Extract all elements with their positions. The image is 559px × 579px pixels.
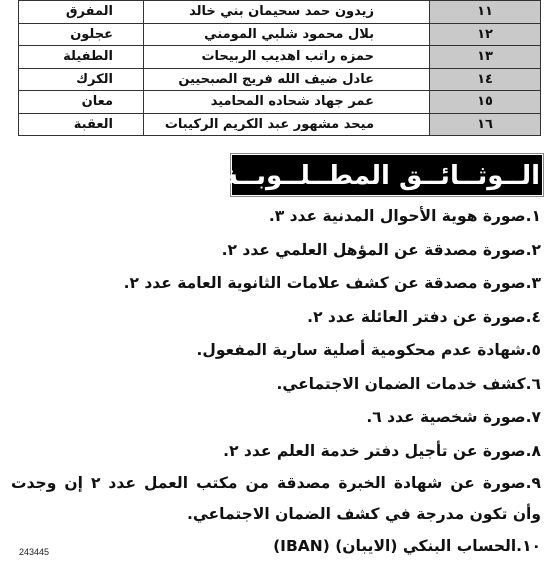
list-item: ٥.شهادة عدم محكومية أصلية سارية المفعول. [196,341,541,359]
documents-title: الــوثــائــق المطــلــوبــة الــتــالــيــة : [47,161,540,191]
table-row [19,46,541,69]
row-number: ١٥ [430,91,541,114]
row-name: عمر جهاد شحاده المحاميد [144,91,430,114]
table-row [19,23,541,46]
row-name: زيدون حمد سحيمان بني خالد [144,1,430,24]
table-row [19,91,541,114]
list-item: ٨.صورة عن تأجيل دفتر خدمة العلم عدد ٢. [223,441,541,460]
list-item: ٧.صورة شخصية عدد ٦. [366,408,541,426]
list-item: ٤.صورة عن دفتر العائلة عدد ٢. [307,307,541,326]
row-city: المفرق [19,1,144,24]
list-item: ٩.صورة عن شهادة الخبرة مصدقة من مكتب العمل عدد ٢ إن وجدت وأن تكون مدرجة في كشف الضمان الاجتماعي. [11,474,541,523]
table-row [19,1,541,24]
list-item: ٦.كشف خدمات الضمان الاجتماعي. [276,374,541,393]
row-city: معان [19,91,144,114]
row-name: حمزه راتب اهديب الربيحات [144,46,430,69]
documents-list [11,200,541,564]
documents-header [47,155,542,195]
row-number: ١٢ [430,23,541,46]
row-name: عادل ضيف الله فريج الصبحيين [144,68,430,91]
list-item: ١.صورة هوية الأحوال المدنية عدد ٣. [268,207,541,225]
list-item: ٣.صورة مصدقة عن كشف علامات الثانوية العامة عدد ٢. [123,274,541,292]
names-table [18,0,541,136]
list-item: ٢.صورة مصدقة عن المؤهل العلمي عدد ٢. [221,240,541,259]
table-row [19,68,541,91]
row-name: ميحد مشهور عبد الكريم الركيبات [144,113,430,136]
list-item: ١٠.الحساب البنكي (الايبان) (IBAN) [273,537,541,555]
table-row [19,113,541,136]
row-name: بلال محمود شلبي المومني [144,23,430,46]
ad-code: 243445 [19,547,50,557]
row-number: ١١ [430,1,541,24]
row-city: الطفيلة [19,46,144,69]
row-city: العقبة [19,113,144,136]
row-city: عجلون [19,23,144,46]
row-city: الكرك [19,68,144,91]
row-number: ١٦ [430,113,541,136]
row-number: ١٣ [430,46,541,69]
row-number: ١٤ [430,68,541,91]
